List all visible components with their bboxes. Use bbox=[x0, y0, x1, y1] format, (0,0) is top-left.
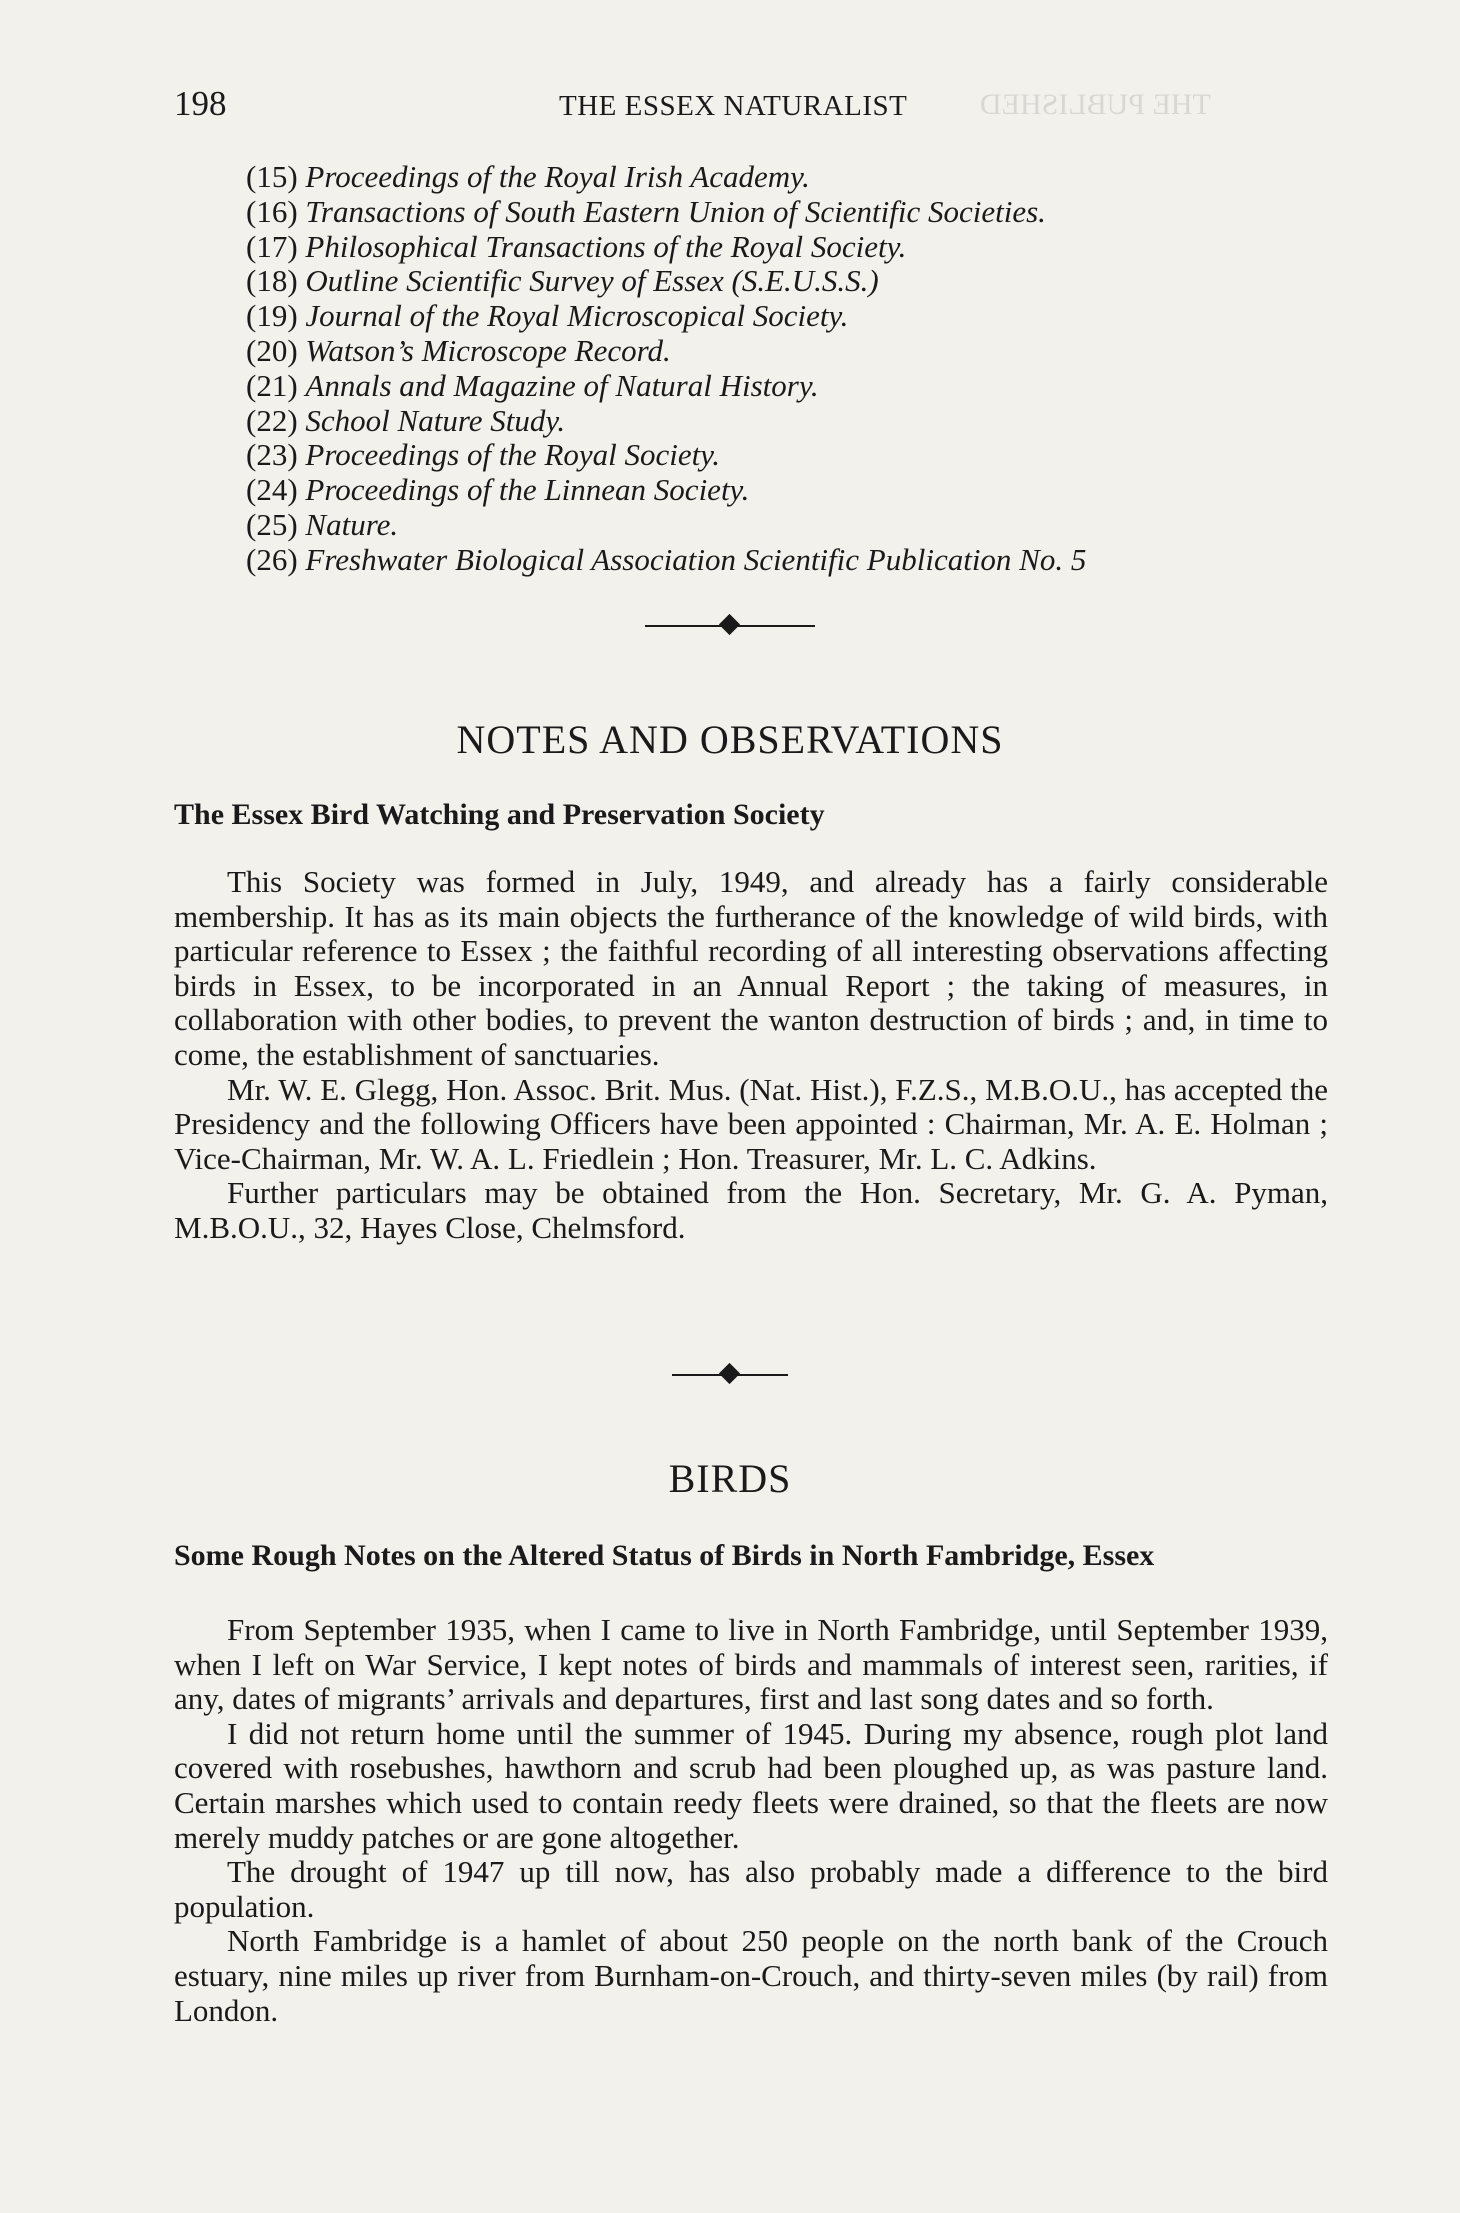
body-paragraph: North Fambridge is a hamlet of about 250 people on the north bank of the Crouch estuary, nine miles up river from Burnham-on-Crouch, and thirty-seven miles (by rail) from London. bbox=[174, 1923, 1328, 2028]
article-body bbox=[174, 1613, 1328, 2028]
show-through-text: THE PUBLISHED bbox=[980, 88, 1211, 121]
reference-number: (17) bbox=[246, 228, 298, 264]
reference-title: Annals and Magazine of Natural History. bbox=[305, 367, 819, 403]
body-paragraph: Further particulars may be obtained from the Hon. Secretary, Mr. G. A. Pyman, M.B.O.U., 32, Hayes Close, Chelmsford. bbox=[174, 1175, 1328, 1245]
reference-title: School Nature Study. bbox=[305, 402, 566, 438]
reference-title: Transactions of South Eastern Union of Scientific Societies. bbox=[305, 193, 1046, 229]
reference-item bbox=[246, 299, 1326, 334]
reference-number: (23) bbox=[246, 437, 298, 473]
reference-number: (16) bbox=[246, 193, 298, 229]
section-title-birds: BIRDS bbox=[668, 1456, 792, 1501]
article-heading: The Essex Bird Watching and Preservation Society bbox=[174, 798, 825, 831]
reference-item bbox=[246, 473, 1326, 508]
reference-title: Outline Scientific Survey of Essex (S.E.U.S.S.) bbox=[305, 263, 879, 299]
reference-item bbox=[246, 230, 1326, 265]
article-body bbox=[174, 865, 1328, 1246]
reference-number: (26) bbox=[246, 541, 298, 577]
reference-number: (22) bbox=[246, 402, 298, 438]
reference-item bbox=[246, 264, 1326, 299]
reference-title: Philosophical Transactions of the Royal Society. bbox=[305, 228, 907, 264]
section-divider-ornament bbox=[672, 1366, 788, 1384]
page-number: 198 bbox=[174, 84, 227, 123]
body-paragraph: Mr. W. E. Glegg, Hon. Assoc. Brit. Mus. (Nat. Hist.), F.Z.S., M.B.O.U., has accepted the Presidency and the following Officers have been appointed : Chairman, Mr. A. E. Holman ; Vice-Chairman, Mr. W. A. L. Friedlein ; Hon. Treasurer, Mr. L. C. Adkins. bbox=[174, 1071, 1328, 1176]
reference-item bbox=[246, 438, 1326, 473]
reference-item bbox=[246, 160, 1326, 195]
reference-number: (18) bbox=[246, 263, 298, 299]
reference-list bbox=[246, 160, 1326, 578]
reference-item bbox=[246, 508, 1326, 543]
section-title-notes: NOTES AND OBSERVATIONS bbox=[456, 717, 1004, 762]
reference-title: Watson’s Microscope Record. bbox=[305, 332, 671, 368]
reference-title: Nature. bbox=[305, 506, 399, 542]
reference-number: (21) bbox=[246, 367, 298, 403]
reference-title: Freshwater Biological Association Scientific Publication No. 5 bbox=[305, 541, 1087, 577]
reference-item bbox=[246, 369, 1326, 404]
reference-item bbox=[246, 195, 1326, 230]
reference-number: (25) bbox=[246, 506, 298, 542]
reference-number: (20) bbox=[246, 332, 298, 368]
page-header bbox=[174, 84, 1328, 128]
body-paragraph: From September 1935, when I came to live in North Fambridge, until September 1939, when I left on War Service, I kept notes of birds and mammals of interest seen, rarities, if any, dates of migrants’ arrivals and departures, first and last song dates and so forth. bbox=[174, 1612, 1328, 1717]
reference-title: Journal of the Royal Microscopical Society. bbox=[305, 298, 849, 334]
reference-title: Proceedings of the Royal Society. bbox=[305, 437, 721, 473]
reference-item bbox=[246, 334, 1326, 369]
section-divider-ornament bbox=[645, 617, 815, 635]
body-paragraph: The drought of 1947 up till now, has also probably made a difference to the bird population. bbox=[174, 1854, 1328, 1924]
body-paragraph: This Society was formed in July, 1949, and already has a fairly considerable membership. It has as its main objects the furtherance of the knowledge of wild birds, with particular reference to Essex ; the faithful recording of all interesting observations affecting birds in Essex, to be incorporated in an Annual Report ; the taking of measures, in collaboration with other bodies, to prevent the wanton destruction of birds ; and, in time to come, the establishment of sanctuaries. bbox=[174, 864, 1328, 1072]
reference-item bbox=[246, 543, 1326, 578]
article-heading: Some Rough Notes on the Altered Status of Birds in North Fambridge, Essex bbox=[174, 1539, 1155, 1572]
reference-title: Proceedings of the Royal Irish Academy. bbox=[305, 159, 810, 194]
body-paragraph: I did not return home until the summer of 1945. During my absence, rough plot land covered with rosebushes, hawthorn and scrub had been ploughed up, as was pasture land. Certain marshes which used to contain reedy fleets were drained, so that the fleets are now merely muddy patches or are gone altogether. bbox=[174, 1715, 1328, 1855]
reference-title: Proceedings of the Linnean Society. bbox=[305, 472, 750, 508]
reference-number: (24) bbox=[246, 472, 298, 508]
reference-item bbox=[246, 404, 1326, 439]
reference-number: (15) bbox=[246, 159, 298, 194]
reference-number: (19) bbox=[246, 298, 298, 334]
running-title: THE ESSEX NATURALIST bbox=[559, 90, 908, 122]
